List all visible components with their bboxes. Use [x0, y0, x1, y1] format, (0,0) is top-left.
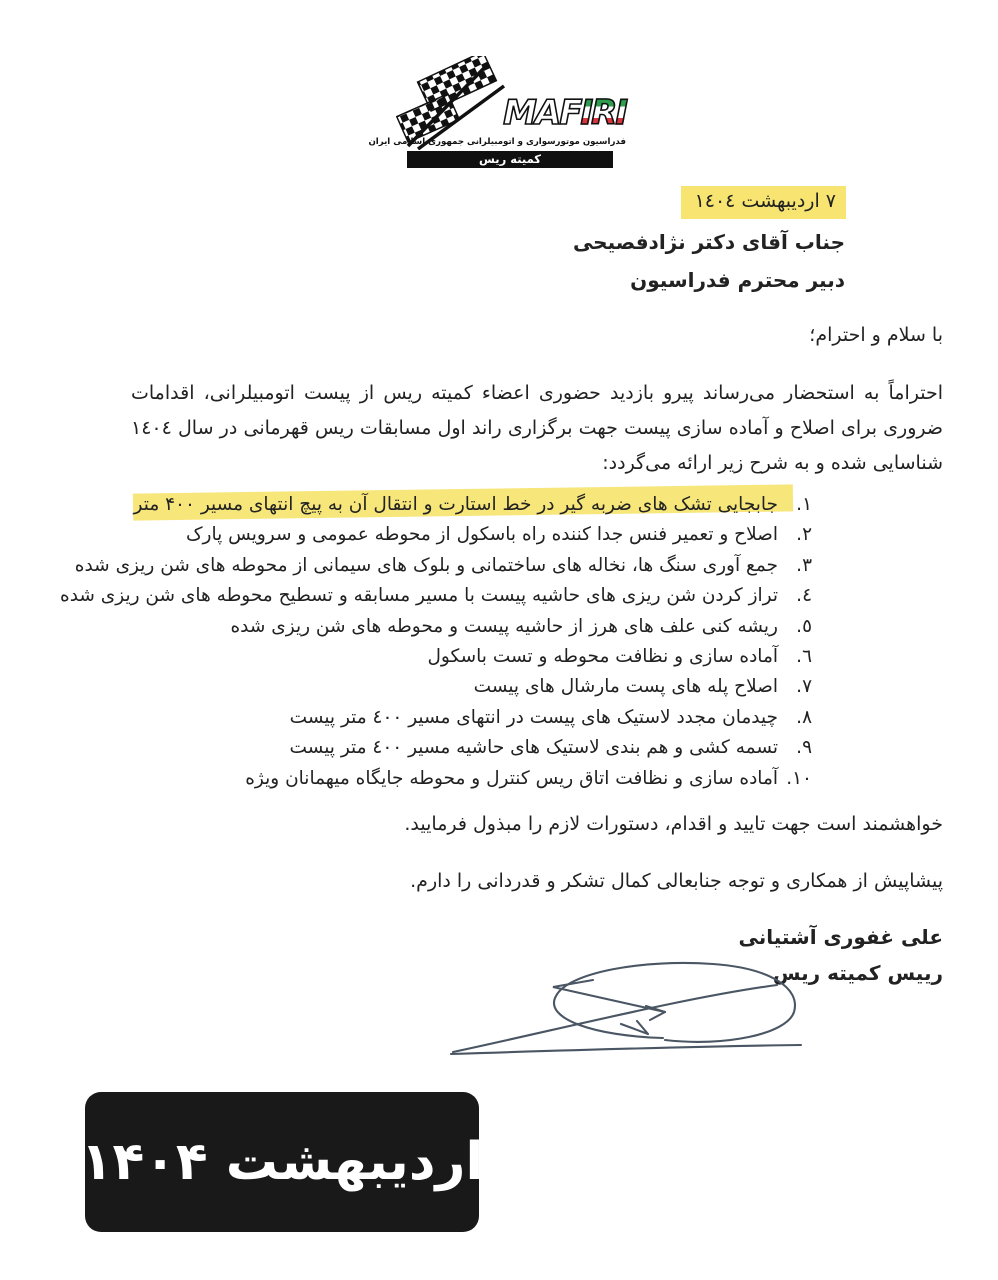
- salutation: با سلام و احترام؛: [809, 324, 943, 346]
- list-item-text: جابجایی تشک های ضربه گیر در خط استارت و انتقال آن به پیچ انتهای مسیر ۴۰۰ متر: [133, 494, 778, 515]
- list-item-number: ٦.: [796, 645, 812, 667]
- list-item: [40, 764, 812, 794]
- list-item-text: تسمه کشی و هم بندی لاستیک های حاشیه مسیر ٤٠٠ متر پیست: [289, 737, 778, 759]
- federation-logo: [368, 56, 626, 170]
- list-item-number: ١.: [796, 494, 812, 515]
- letter-date-highlighted: ٧ اردیبهشت ١٤٠٤: [681, 186, 846, 219]
- brand-maf-text: MAF: [503, 93, 581, 133]
- thanks-line: پیشاپیش از همکاری و توجه جنابعالی کمال تشکر و قدردانی را دارم.: [410, 870, 943, 892]
- list-item: [40, 551, 812, 581]
- checkered-flags-icon: [396, 56, 516, 150]
- list-item: [40, 703, 812, 733]
- list-item: [40, 672, 812, 702]
- list-item-number: ٥.: [796, 615, 812, 637]
- month-stamp: اردیبهشت ۱۴۰۴: [85, 1092, 479, 1232]
- list-item: [40, 612, 812, 642]
- list-item: [40, 733, 812, 763]
- committee-bar: کمیته ریس: [407, 151, 613, 168]
- signatory-name: علی غفوری آشتیانی: [738, 925, 943, 949]
- list-item-number: ٨.: [796, 706, 812, 728]
- list-item-number: ٢.: [796, 524, 812, 546]
- list-item-text: اصلاح و تعمیر فنس جدا کننده راه باسکول از محوطه عمومی و سرویس پارک: [185, 524, 778, 546]
- recipient-title: دبیر محترم فدراسیون: [630, 268, 845, 292]
- list-item-text: چیدمان مجدد لاستیک های پیست در انتهای مسیر ٤٠٠ متر پیست: [289, 706, 778, 728]
- federation-name-caption: فدراسیون موتورسواری و اتومبیلرانی جمهوری اسلامی ایران: [368, 137, 626, 147]
- list-item-text: تراز کردن شن ریزی های حاشیه پیست با مسیر مسابقه و تسطیح محوطه های شن ریزی شده: [60, 585, 778, 607]
- brand-wordmark: [503, 93, 626, 133]
- action-items-list: [40, 490, 812, 794]
- intro-paragraph: احتراماً به استحضار می‌رساند پیرو بازدید حضوری اعضاء کمیته ریس از پیست اتومبیلرانی، اقدامات ضروری برای اصلاح و آماده سازی پیست جهت برگزاری راند اول مسابقات ریس قهرمانی در سال ١٤٠٤ شناسایی شده و به شرح زیر ارائه می‌گردد:: [131, 382, 943, 474]
- list-item-text: جمع آوری سنگ ها، نخاله های ساختمانی و بلوک های سیمانی از محوطه های شن ریزی شده: [74, 554, 778, 576]
- list-item-text: اصلاح پله های پست مارشال های پیست: [473, 676, 778, 698]
- list-item-number: ٤.: [796, 585, 812, 607]
- list-item: [40, 581, 812, 611]
- list-item-number: ١٠.: [786, 767, 812, 789]
- list-item-text: ریشه کنی علف های هرز از حاشیه پیست و محوطه های شن ریزی شده: [230, 615, 778, 637]
- handwritten-signature: [425, 936, 820, 1068]
- recipient-name: جناب آقای دکتر نژادفصیحی: [572, 230, 845, 254]
- list-item: [40, 520, 812, 550]
- list-item-text: آماده سازی و نظافت اتاق ریس کنترل و محوطه جایگاه میهمانان ویژه: [245, 767, 778, 789]
- list-item-number: ٣.: [796, 554, 812, 576]
- list-item-number: ٧.: [796, 676, 812, 698]
- request-line: خواهشمند است جهت تایید و اقدام، دستورات لازم را مبذول فرمایید.: [404, 813, 943, 835]
- list-item-text: آماده سازی و نظافت محوطه و تست باسکول: [427, 645, 778, 667]
- list-item-number: ٩.: [796, 737, 812, 759]
- list-item: [40, 490, 812, 520]
- brand-iri-text: IRI: [580, 93, 626, 133]
- signatory-title: رییس کمیته ریس: [772, 961, 943, 985]
- list-item: [40, 642, 812, 672]
